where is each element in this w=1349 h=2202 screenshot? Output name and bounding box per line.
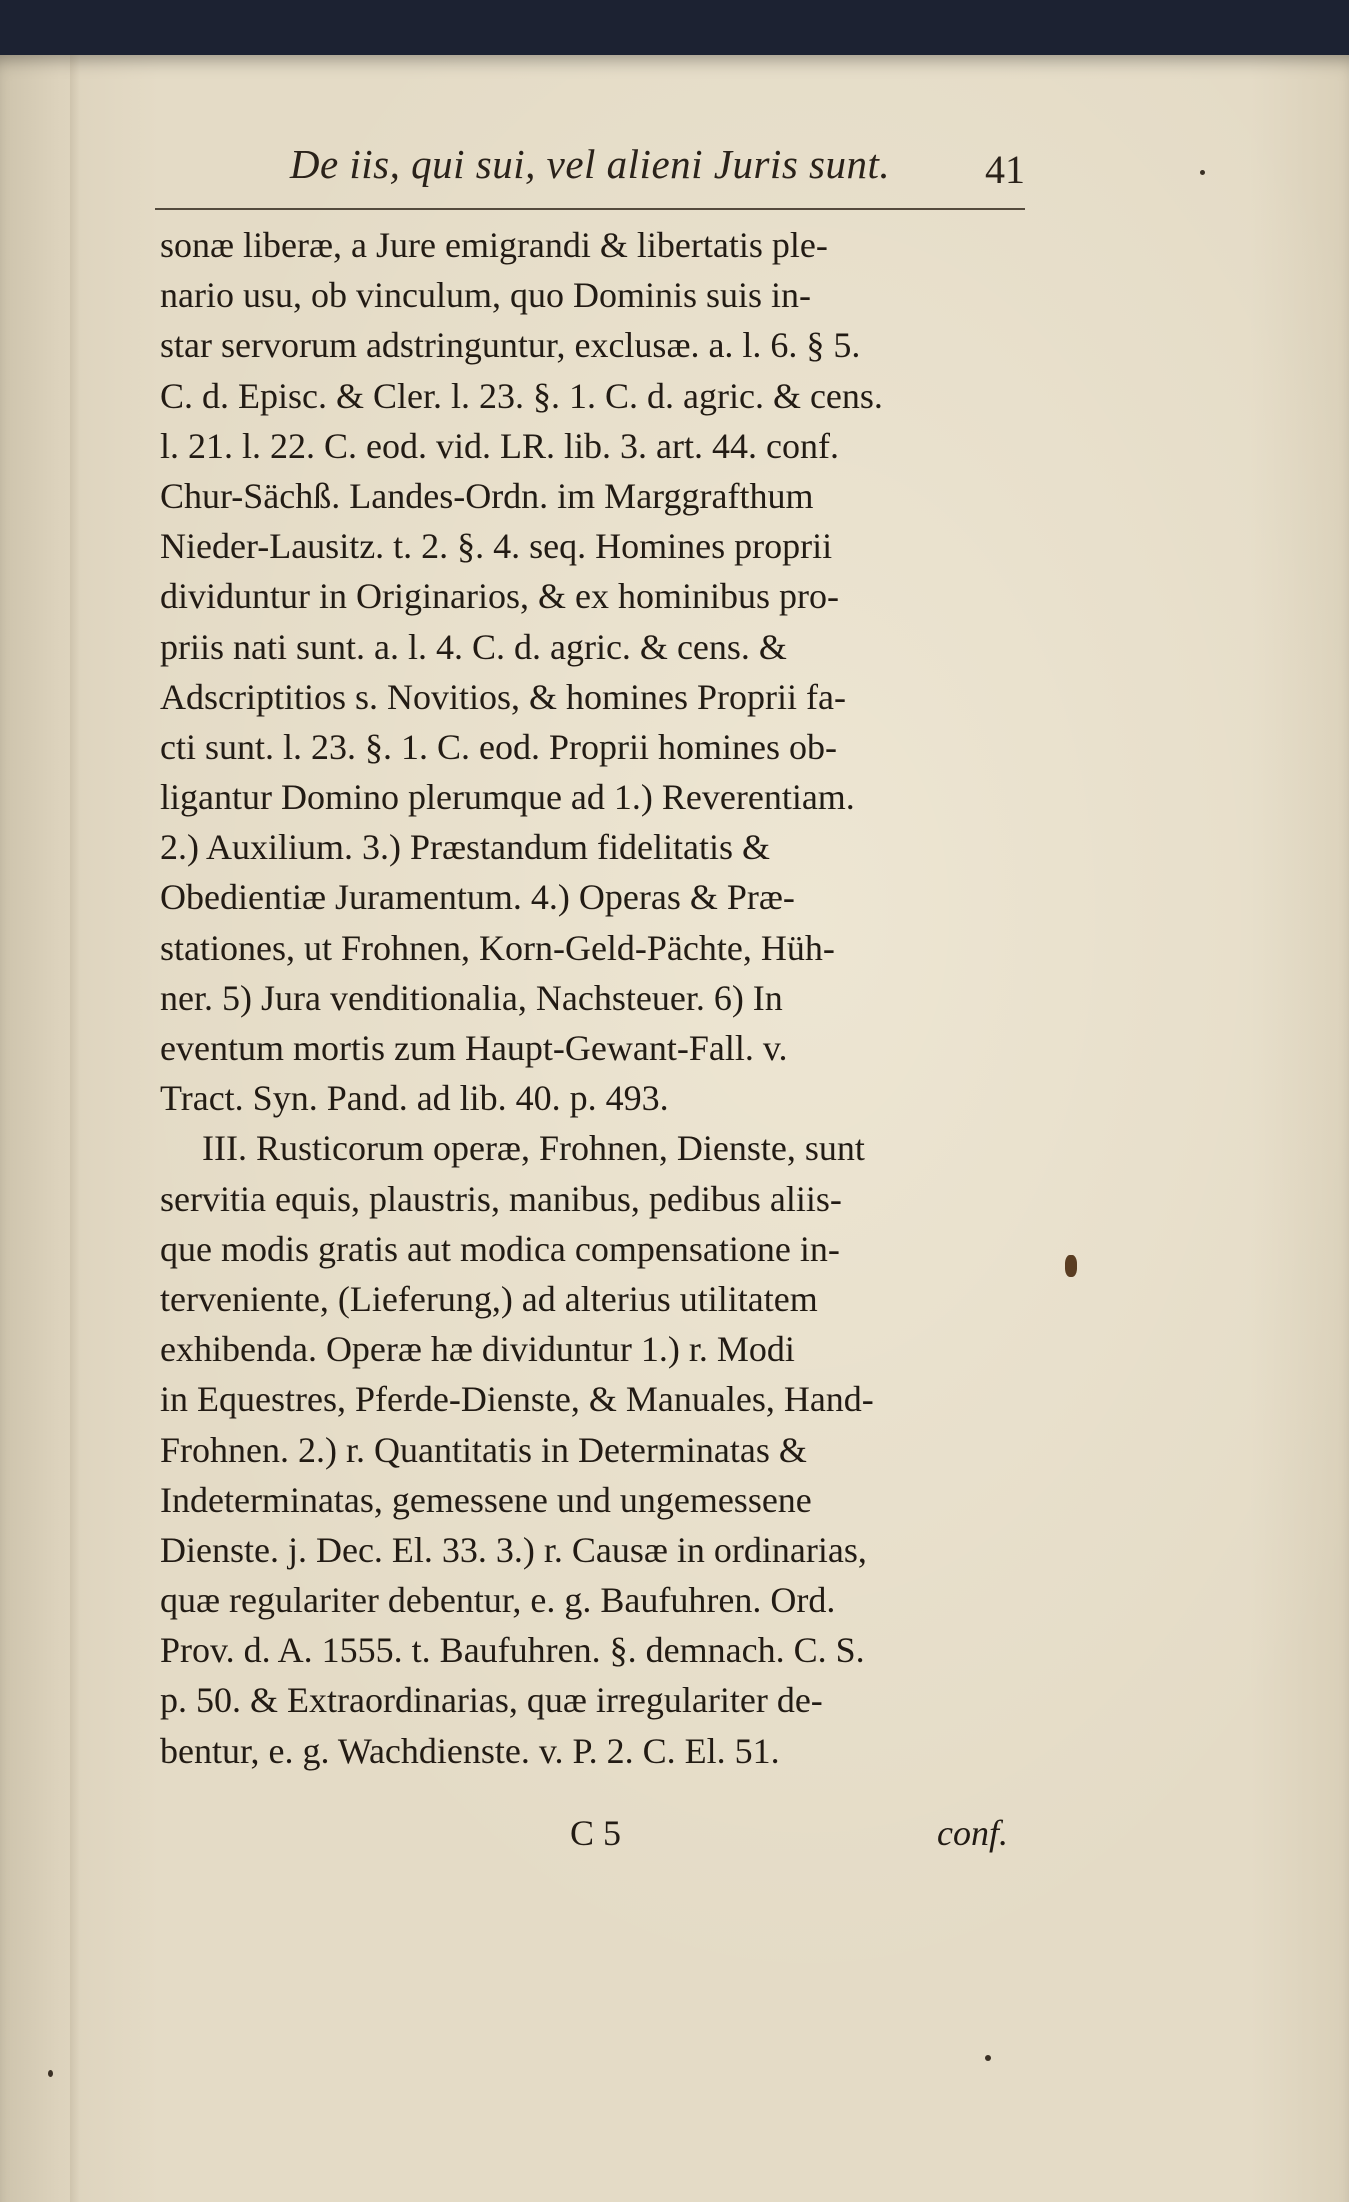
- text-line: ner. 5) Jura venditionalia, Nachsteuer. 6) In: [160, 977, 783, 1018]
- text-line: Chur-Sächß. Landes-Ordn. im Marggrafthum: [160, 475, 814, 516]
- text-line: Prov. d. A. 1555. t. Baufuhren. §. demnach. C. S.: [160, 1630, 865, 1671]
- text-line: bentur, e. g. Wachdienste. v. P. 2. C. El. 51.: [160, 1730, 780, 1771]
- text-line: Obedientiæ Juramentum. 4.) Operas & Præ-: [160, 877, 795, 918]
- text-line: dividuntur in Originarios, & ex hominibus pro-: [160, 576, 839, 617]
- text-line: stationes, ut Frohnen, Korn-Geld-Pächte, Hüh-: [160, 927, 835, 968]
- text-line: sonæ liberæ, a Jure emigrandi & libertatis ple-: [160, 225, 828, 265]
- text-line: priis nati sunt. a. l. 4. C. d. agric. & cens. &: [160, 626, 787, 667]
- text-line: in Equestres, Pferde-Dienste, & Manuales, Hand-: [160, 1379, 874, 1420]
- text-line: que modis gratis aut modica compensatione in-: [160, 1228, 840, 1269]
- text-line: Nieder-Lausitz. t. 2. §. 4. seq. Homines proprii: [160, 526, 833, 567]
- paragraph-start-line: III. Rusticorum operæ, Frohnen, Dienste, sunt: [202, 1128, 865, 1169]
- paper-speck: [48, 2070, 53, 2077]
- catchword: conf.: [937, 1813, 1008, 1853]
- page-footer: [160, 1812, 1030, 1862]
- ink-blot: [1065, 1255, 1077, 1277]
- text-line: quæ regulariter debentur, e. g. Baufuhren. Ord.: [160, 1580, 836, 1621]
- text-line: p. 50. & Extraordinarias, quæ irregulariter de-: [160, 1680, 823, 1721]
- text-line: Frohnen. 2.) r. Quantitatis in Determinatas &: [160, 1429, 807, 1470]
- body-text: [160, 220, 1030, 1776]
- text-line: Adscriptitios s. Novitios, & homines Proprii fa-: [160, 676, 846, 717]
- text-line: cti sunt. l. 23. §. 1. C. eod. Proprii homines ob-: [160, 726, 837, 767]
- page-number: 41: [985, 147, 1025, 192]
- running-head: De iis, qui sui, vel alieni Juris sunt.: [289, 141, 891, 187]
- text-line: servitia equis, plaustris, manibus, pedibus aliis-: [160, 1178, 842, 1219]
- text-line: exhibenda. Operæ hæ dividuntur 1.) r. Modi: [160, 1329, 795, 1370]
- page-gutter: [70, 55, 80, 2202]
- text-line: C. d. Episc. & Cler. l. 23. §. 1. C. d. agric. & cens.: [160, 375, 883, 416]
- paper-speck: [985, 2055, 991, 2061]
- text-line: l. 21. l. 22. C. eod. vid. LR. lib. 3. art. 44. conf.: [160, 425, 839, 466]
- text-line: terveniente, (Lieferung,) ad alterius utilitatem: [160, 1278, 818, 1319]
- text-line: eventum mortis zum Haupt-Gewant-Fall. v.: [160, 1028, 788, 1068]
- text-line: Tract. Syn. Pand. ad lib. 40. p. 493.: [160, 1078, 669, 1119]
- text-line: ligantur Domino plerumque ad 1.) Reverentiam.: [160, 777, 855, 818]
- header-rule: [155, 208, 1025, 210]
- text-line: Indeterminatas, gemessene und ungemessene: [160, 1479, 812, 1520]
- page-header: [155, 140, 1025, 200]
- signature-mark: C 5: [570, 1813, 622, 1853]
- text-line: star servorum adstringuntur, exclusæ. a. l. 6. § 5.: [160, 325, 861, 366]
- text-line: nario usu, ob vinculum, quo Dominis suis in-: [160, 275, 811, 316]
- text-line: Dienste. j. Dec. El. 33. 3.) r. Causæ in ordinarias,: [160, 1529, 867, 1570]
- paper-speck: [1200, 170, 1205, 175]
- text-line: 2.) Auxilium. 3.) Præstandum fidelitatis &: [160, 827, 770, 868]
